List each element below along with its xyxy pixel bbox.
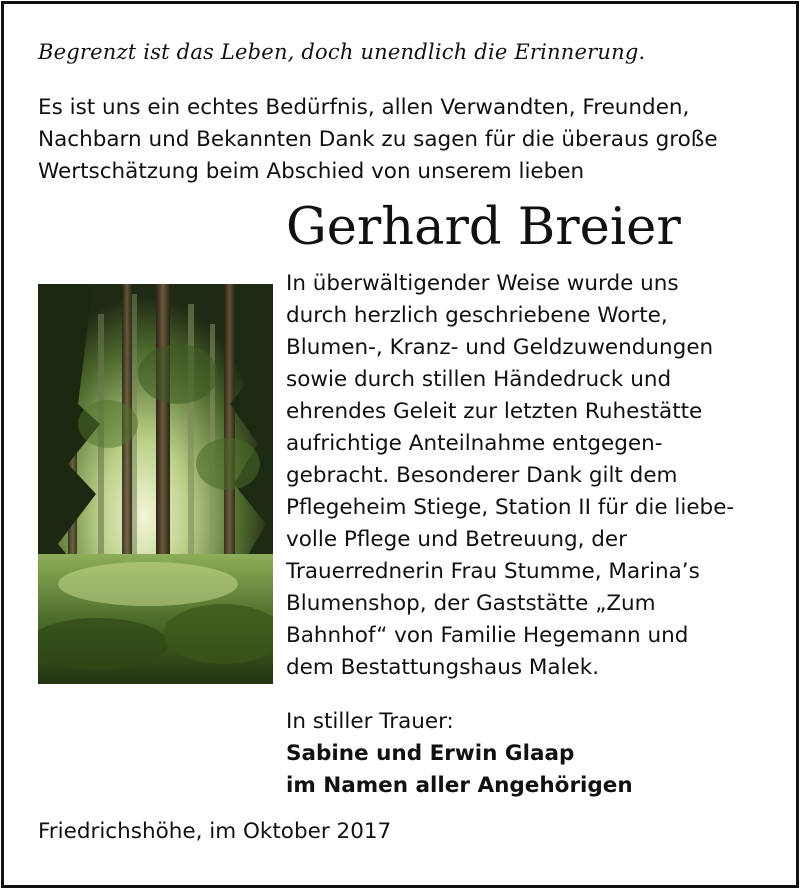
thanks-paragraph: [286, 268, 776, 684]
intro-paragraph: [38, 92, 778, 188]
body-line: dem Bestattungshaus Malek.: [286, 655, 600, 680]
body-line: In überwältigender Weise wurde uns: [286, 271, 679, 296]
body-line: Pflegeheim Stiege, Station II für die liebe-: [286, 495, 735, 520]
body-line: gebracht. Besonderer Dank gilt dem: [286, 463, 678, 488]
signature-names: Sabine und Erwin Glaap: [286, 741, 575, 766]
forest-photo-icon: [38, 284, 273, 684]
body-line: sowie durch stillen Händedruck und: [286, 367, 672, 392]
body-line: ehrendes Geleit zur letzten Ruhestätte: [286, 399, 703, 424]
body-line: Blumen-, Kranz- und Geldzuwendungen: [286, 335, 714, 360]
body-line: Trauerrednerin Frau Stumme, Marina’s: [286, 559, 700, 584]
place-and-date: Friedrichshöhe, im Oktober 2017: [38, 819, 392, 844]
motto-quote: Begrenzt ist das Leben, doch unendlich die Erinnerung.: [38, 40, 646, 64]
signature-block: [286, 706, 633, 802]
body-line: aufrichtige Anteilnahme entgegen-: [286, 431, 663, 456]
signature-intro: In stiller Trauer:: [286, 709, 454, 734]
body-line: Bahnhof“ von Familie Hegemann und: [286, 623, 689, 648]
body-line: volle Pflege und Betreuung, der: [286, 527, 627, 552]
signature-on-behalf: im Namen aller Angehörigen: [286, 773, 633, 798]
intro-line: Es ist uns ein echtes Bedürfnis, allen Verwandten, Freunden,: [38, 95, 690, 120]
body-line: Blumenshop, der Gaststätte „Zum: [286, 591, 656, 616]
body-line: durch herzlich geschriebene Worte,: [286, 303, 668, 328]
deceased-name: Gerhard Breier: [286, 198, 681, 257]
intro-line: Nachbarn und Bekannten Dank zu sagen für die überaus große: [38, 127, 718, 152]
intro-line: Wertschätzung beim Abschied von unserem lieben: [38, 159, 585, 184]
